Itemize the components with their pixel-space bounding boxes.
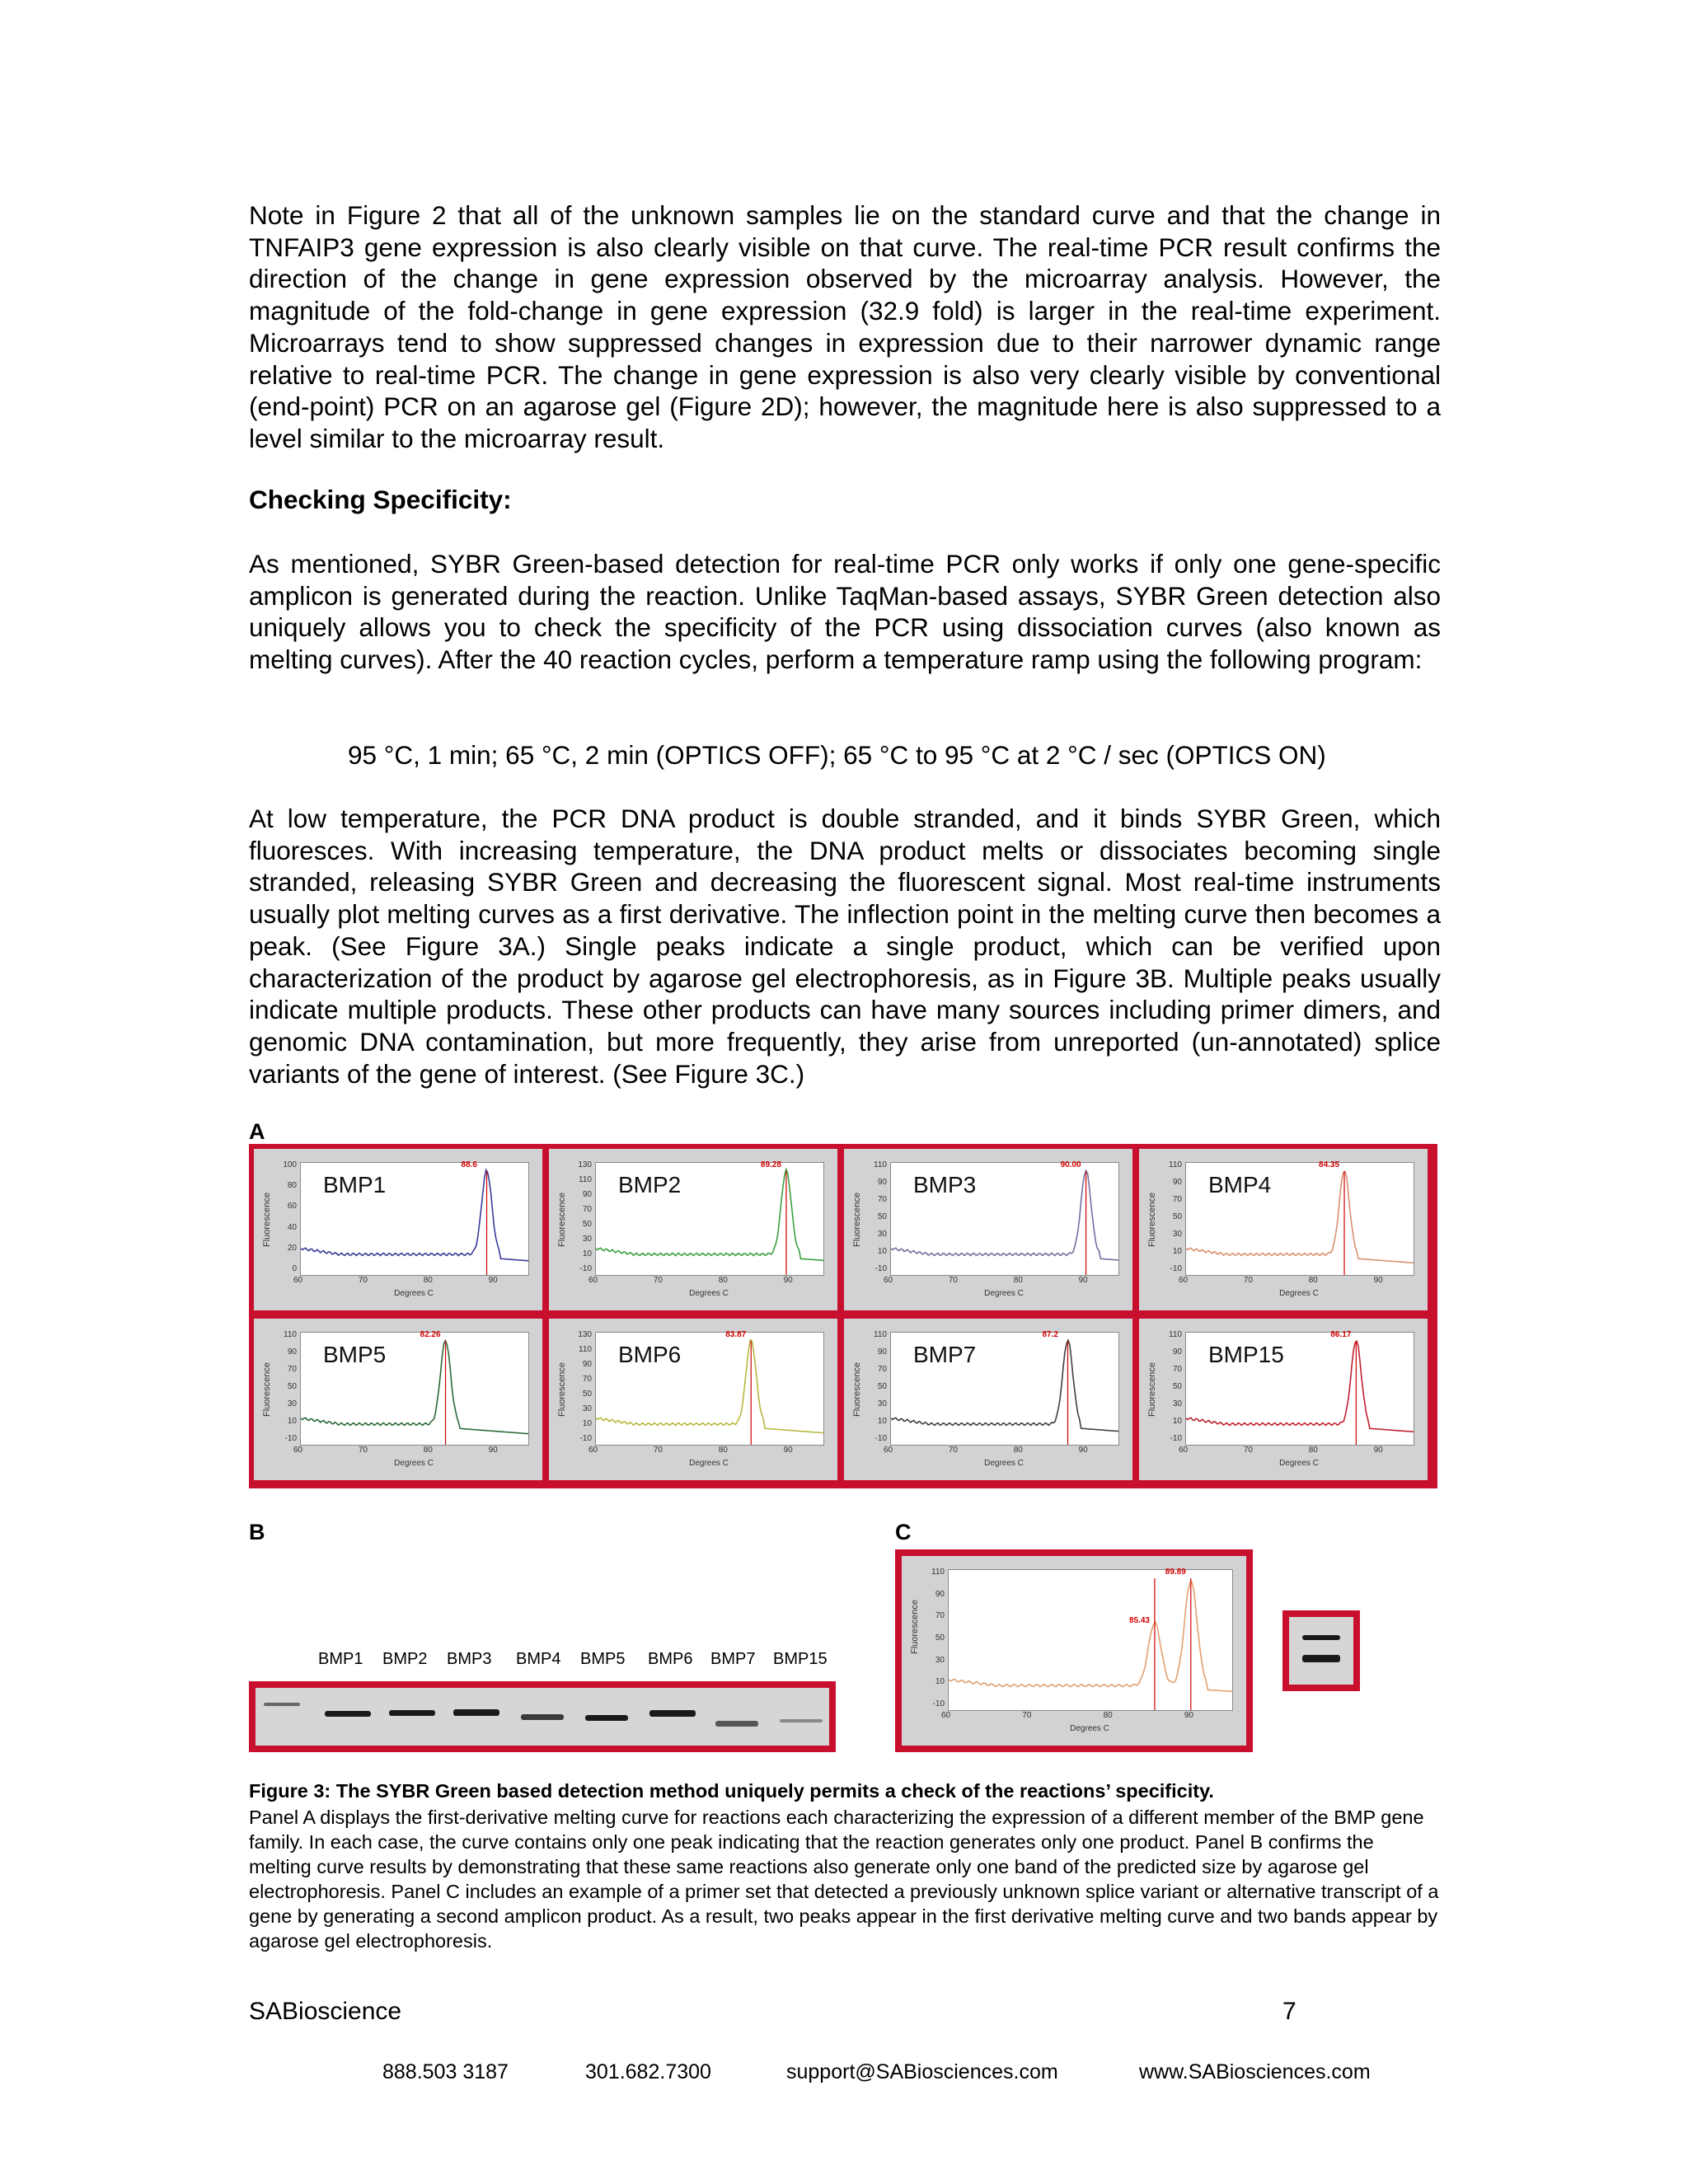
gel-band <box>453 1709 499 1716</box>
gel-lane-label: BMP7 <box>710 1650 756 1668</box>
gel-band <box>1302 1655 1340 1662</box>
y-tick-label: 50 <box>877 1212 887 1221</box>
melting-curve-chart <box>549 1319 837 1480</box>
peak-temperature-label: 83.87 <box>725 1330 747 1339</box>
y-axis-label: Fluorescence <box>1147 1361 1157 1418</box>
gel-band <box>389 1710 435 1716</box>
y-tick-label: 30 <box>877 1399 887 1408</box>
chart-gene-name: BMP3 <box>913 1172 977 1197</box>
y-tick-label: 30 <box>935 1655 945 1665</box>
x-tick-label: 70 <box>653 1276 663 1285</box>
y-tick-label: 90 <box>877 1347 887 1357</box>
y-axis-label: Fluorescence <box>910 1599 920 1655</box>
y-tick-label: 60 <box>287 1202 297 1212</box>
y-tick-label: 70 <box>582 1375 592 1384</box>
gel-band <box>1302 1635 1340 1640</box>
x-tick-label: 80 <box>1308 1446 1318 1455</box>
footer-email[interactable]: support@SABiosciences.com <box>786 2060 1058 2083</box>
x-tick-label: 90 <box>783 1446 793 1455</box>
y-tick-labels <box>862 1160 889 1272</box>
melting-curve-chart <box>549 1149 837 1310</box>
y-tick-label: 10 <box>935 1677 945 1687</box>
y-tick-label: 80 <box>287 1181 297 1191</box>
x-tick-label: 80 <box>1103 1711 1113 1720</box>
x-tick-label: 70 <box>1243 1276 1253 1285</box>
y-tick-label: 10 <box>582 1419 592 1428</box>
y-tick-label: 90 <box>935 1589 945 1599</box>
y-tick-labels <box>1157 1330 1184 1442</box>
peak-temperature-label: 86.17 <box>1330 1330 1352 1339</box>
x-tick-label: 60 <box>1179 1446 1189 1455</box>
y-tick-label: 90 <box>1172 1347 1182 1357</box>
x-tick-labels <box>1179 1276 1413 1287</box>
y-tick-label: 90 <box>582 1190 592 1199</box>
y-tick-label: -10 <box>874 1264 887 1273</box>
y-axis-label: Fluorescence <box>262 1192 272 1248</box>
chart-gene-name: BMP4 <box>1208 1172 1272 1197</box>
x-axis-label: Degrees C <box>984 1289 1024 1298</box>
x-tick-label: 60 <box>293 1276 303 1285</box>
melting-curve-chart <box>1139 1149 1428 1310</box>
panel-label-b: B <box>249 1520 265 1544</box>
y-tick-labels <box>862 1330 889 1442</box>
x-tick-label: 70 <box>948 1446 958 1455</box>
y-tick-label: 30 <box>877 1230 887 1239</box>
x-tick-label: 80 <box>1013 1446 1023 1455</box>
x-tick-label: 90 <box>1078 1446 1088 1455</box>
y-tick-label: 10 <box>287 1417 297 1426</box>
x-tick-label: 60 <box>1179 1276 1189 1285</box>
y-tick-label: 20 <box>287 1243 297 1253</box>
y-tick-labels <box>1157 1160 1184 1272</box>
gel-lane-label: BMP3 <box>447 1650 492 1668</box>
x-axis-label: Degrees C <box>984 1459 1024 1468</box>
y-tick-label: -10 <box>579 1264 592 1273</box>
x-tick-labels <box>588 1446 823 1457</box>
x-tick-labels <box>941 1711 1231 1722</box>
y-tick-label: 70 <box>287 1365 297 1374</box>
y-tick-labels <box>567 1330 593 1442</box>
y-tick-label: -10 <box>874 1434 887 1443</box>
y-axis-label: Fluorescence <box>557 1361 567 1418</box>
chart-gene-name: BMP5 <box>323 1342 387 1367</box>
gel-band <box>325 1711 371 1717</box>
melting-curve-chart <box>254 1149 542 1310</box>
y-tick-label: 50 <box>582 1220 592 1229</box>
y-axis-label: Fluorescence <box>852 1192 862 1248</box>
footer-phone-2: 301.682.7300 <box>585 2060 711 2083</box>
peak-temperature-label: 87.2 <box>1042 1330 1058 1339</box>
y-tick-label: 10 <box>1172 1247 1182 1256</box>
gel-band <box>715 1721 758 1727</box>
x-tick-label: 80 <box>718 1276 728 1285</box>
y-tick-label: 90 <box>287 1347 297 1357</box>
y-tick-label: 110 <box>874 1330 887 1339</box>
y-tick-label: 10 <box>877 1247 887 1256</box>
y-axis-label: Fluorescence <box>852 1361 862 1418</box>
x-tick-label: 90 <box>1373 1276 1383 1285</box>
y-tick-label: 70 <box>877 1365 887 1374</box>
x-tick-labels <box>884 1446 1118 1457</box>
peak-temperature-label: 90.00 <box>1060 1160 1081 1169</box>
melting-curve-chart <box>254 1319 542 1480</box>
y-tick-label: -10 <box>579 1434 592 1443</box>
chart-gene-name: BMP7 <box>913 1342 977 1367</box>
x-tick-label: 60 <box>941 1711 951 1720</box>
paragraph-3: At low temperature, the PCR DNA product is double stranded, and it binds SYBR Green, which fluoresces. With increasing temperature, the DNA product melts or dissociates becoming single stranded, releasing SYBR Green and decreasing the fluorescent signal. Most real-time instruments usually plot melting curves as a first derivative. The inflection point in the melting curve then becomes a peak. (See Figure 3A.) Single peaks indicate a single product, which can be verified upon characterization of the product by agarose gel electrophoresis, as in Figure 3B. Multiple peaks usually indicate multiple products. These other products can have many sources including primer dimers, and genomic DNA contamination, but more frequently, they arise from unreported (un-annotated) splice variants of the gene of interest. (See Figure 3C.) <box>249 804 1441 1089</box>
x-tick-label: 90 <box>1373 1446 1383 1455</box>
paragraph-2: As mentioned, SYBR Green-based detection for real-time PCR only works if only one gene-specific amplicon is generated during the reaction. Unlike TaqMan-based assays, SYBR Green detection also uniquely allows you to check the specificity of the PCR using dissociation curves (also known as melting curves). After the 40 reaction cycles, perform a temperature ramp using the following program: <box>249 549 1441 675</box>
footer-phone-1: 888.503 3187 <box>382 2060 509 2083</box>
y-axis-label: Fluorescence <box>1147 1192 1157 1248</box>
temperature-program: 95 °C, 1 min; 65 °C, 2 min (OPTICS OFF); 65 °C to 95 °C at 2 °C / sec (OPTICS ON) <box>348 740 1326 770</box>
y-tick-label: -10 <box>1170 1434 1182 1443</box>
y-tick-label: 130 <box>578 1330 592 1339</box>
x-tick-label: 70 <box>358 1446 368 1455</box>
y-tick-label: 70 <box>935 1611 945 1621</box>
y-tick-label: 100 <box>283 1160 297 1169</box>
y-tick-labels <box>272 1160 298 1272</box>
chart-gene-name: BMP2 <box>618 1172 682 1197</box>
panel-label-a: A <box>249 1119 265 1144</box>
y-tick-label: 30 <box>1172 1399 1182 1408</box>
y-tick-label: 110 <box>1169 1160 1182 1169</box>
gel-lane-label: BMP1 <box>318 1650 363 1668</box>
y-tick-label: 110 <box>874 1160 887 1169</box>
y-tick-label: 110 <box>931 1568 945 1577</box>
x-tick-label: 60 <box>588 1276 598 1285</box>
y-tick-label: 110 <box>284 1330 297 1339</box>
figure-caption-title: Figure 3: The SYBR Green based detection method uniquely permits a check of the reactions’ specificity. <box>249 1780 1214 1802</box>
figure-caption-body: Panel A displays the first-derivative melting curve for reactions each characterizing the expression of a different member of the BMP gene family. In each case, the curve contains only one peak indicating that the reaction generates only one product. Panel B confirms the melting curve results by demonstrating that these same reactions also generate only one band of the predicted size by agarose gel electrophoresis. Panel C includes an example of a primer set that detected a previously unknown splice variant or alternative transcript of a gene by generating a second amplicon product. As a result, two peaks appear in the first derivative melting curve and two bands appear by agarose gel electrophoresis. <box>249 1807 1439 1952</box>
x-tick-label: 70 <box>653 1446 663 1455</box>
x-tick-labels <box>293 1276 528 1287</box>
ladder-band <box>264 1703 300 1706</box>
y-tick-label: 90 <box>1172 1178 1182 1187</box>
footer-website[interactable]: www.SABiosciences.com <box>1139 2060 1371 2083</box>
y-axis-label: Fluorescence <box>262 1361 272 1418</box>
gel-lane-label: BMP2 <box>382 1650 428 1668</box>
y-tick-label: -10 <box>932 1699 945 1708</box>
x-tick-label: 80 <box>1308 1276 1318 1285</box>
x-tick-label: 70 <box>1243 1446 1253 1455</box>
x-tick-label: 70 <box>948 1276 958 1285</box>
melting-curve-line <box>949 1582 1232 1691</box>
y-tick-label: 50 <box>582 1390 592 1399</box>
y-tick-label: 130 <box>578 1160 592 1169</box>
melting-curve-chart <box>844 1149 1132 1310</box>
y-tick-label: 110 <box>579 1175 592 1184</box>
y-tick-label: 10 <box>1172 1417 1182 1426</box>
melting-curve-chart <box>902 1556 1246 1746</box>
y-tick-label: 30 <box>582 1404 592 1413</box>
x-tick-label: 80 <box>423 1276 433 1285</box>
panel-label-c: C <box>895 1520 912 1544</box>
peak-temperature-label: 84.35 <box>1319 1160 1340 1169</box>
x-axis-label: Degrees C <box>689 1289 729 1298</box>
gel-band <box>585 1715 628 1721</box>
y-tick-label: 90 <box>877 1178 887 1187</box>
y-tick-label: 70 <box>1172 1195 1182 1204</box>
x-tick-label: 80 <box>718 1446 728 1455</box>
gel-lane-label: BMP5 <box>580 1650 626 1668</box>
chart-gene-name: BMP6 <box>618 1342 682 1367</box>
x-axis-label: Degrees C <box>1279 1459 1319 1468</box>
x-tick-labels <box>588 1276 823 1287</box>
section-heading: Checking Specificity: <box>249 485 512 514</box>
x-tick-label: 70 <box>1022 1711 1032 1720</box>
gel-image-b <box>249 1681 836 1752</box>
x-tick-label: 90 <box>1078 1276 1088 1285</box>
curve-svg <box>949 1570 1232 1710</box>
paragraph-1: Note in Figure 2 that all of the unknown samples lie on the standard curve and that the change in TNFAIP3 gene expression is also clearly visible on that curve. The real-time PCR result confirms the direction of the change in gene expression observed by the microarray analysis. However, the magnitude of the fold-change in gene expression (32.9 fold) is larger in the real-time experiment. Microarrays tend to show suppressed changes in expression due to their narrower dynamic range relative to real-time PCR. The change in gene expression is also very clearly visible by conventional (end-point) PCR on an agarose gel (Figure 2D); however, the magnitude here is also suppressed to a level similar to the microarray result. <box>249 200 1441 453</box>
y-tick-label: 50 <box>877 1382 887 1391</box>
x-axis-label: Degrees C <box>1279 1289 1319 1298</box>
x-tick-labels <box>293 1446 528 1457</box>
y-tick-label: 70 <box>877 1195 887 1204</box>
x-tick-label: 90 <box>488 1446 498 1455</box>
x-axis-label: Degrees C <box>394 1289 434 1298</box>
y-tick-labels <box>272 1330 298 1442</box>
gel-lane-label: BMP6 <box>648 1650 693 1668</box>
y-tick-label: 50 <box>935 1633 945 1643</box>
x-tick-label: 80 <box>1013 1276 1023 1285</box>
x-tick-label: 90 <box>1184 1711 1193 1720</box>
peak-temperature-label: 89.28 <box>760 1160 781 1169</box>
gel-image-c <box>1282 1610 1360 1691</box>
x-tick-label: 70 <box>358 1276 368 1285</box>
y-tick-label: -10 <box>1170 1264 1182 1273</box>
gel-lane-label: BMP4 <box>516 1650 561 1668</box>
melting-curve-chart <box>844 1319 1132 1480</box>
y-tick-label: 110 <box>1169 1330 1182 1339</box>
x-tick-label: 60 <box>884 1446 893 1455</box>
y-tick-label: 50 <box>287 1382 297 1391</box>
x-tick-label: 90 <box>488 1276 498 1285</box>
x-tick-labels <box>884 1276 1118 1287</box>
y-tick-label: 10 <box>877 1417 887 1426</box>
melting-curve-c <box>895 1549 1253 1752</box>
x-tick-label: 90 <box>783 1276 793 1285</box>
y-tick-label: 30 <box>1172 1230 1182 1239</box>
y-tick-labels <box>920 1568 946 1708</box>
gel-band <box>649 1710 696 1717</box>
peak-temperature-label: 88.6 <box>461 1160 477 1169</box>
y-tick-labels <box>567 1160 593 1272</box>
x-tick-label: 60 <box>293 1446 303 1455</box>
peak-temperature-label: 85.43 <box>1128 1615 1150 1625</box>
y-tick-label: 0 <box>292 1264 297 1273</box>
x-axis-label: Degrees C <box>689 1459 729 1468</box>
x-axis-label: Degrees C <box>394 1459 434 1468</box>
chart-gene-name: BMP15 <box>1208 1342 1284 1367</box>
y-tick-label: 70 <box>582 1205 592 1214</box>
y-tick-label: -10 <box>284 1434 297 1443</box>
y-tick-label: 10 <box>582 1249 592 1258</box>
x-tick-labels <box>1179 1446 1413 1457</box>
x-tick-label: 80 <box>423 1446 433 1455</box>
peak-temperature-label: 89.89 <box>1165 1568 1186 1577</box>
y-tick-label: 90 <box>582 1360 592 1369</box>
y-tick-label: 50 <box>1172 1382 1182 1391</box>
y-tick-label: 40 <box>287 1222 297 1232</box>
gel-lane-label: BMP15 <box>773 1650 828 1668</box>
y-tick-label: 30 <box>287 1399 297 1408</box>
y-tick-label: 50 <box>1172 1212 1182 1221</box>
gel-band <box>521 1714 564 1720</box>
chart-gene-name: BMP1 <box>323 1172 387 1197</box>
y-tick-label: 30 <box>582 1235 592 1244</box>
y-tick-label: 110 <box>579 1345 592 1354</box>
gel-band <box>780 1719 823 1722</box>
melting-curve-grid <box>249 1144 1437 1488</box>
x-tick-label: 60 <box>884 1276 893 1285</box>
melting-curve-chart <box>1139 1319 1428 1480</box>
page-number: 7 <box>1282 1998 1296 2025</box>
footer-company: SABioscience <box>249 1998 402 2025</box>
y-axis-label: Fluorescence <box>557 1192 567 1248</box>
x-axis-label: Degrees C <box>1070 1724 1109 1733</box>
plot-area <box>948 1569 1233 1711</box>
peak-temperature-label: 82.26 <box>420 1330 441 1339</box>
y-tick-label: 70 <box>1172 1365 1182 1374</box>
x-tick-label: 60 <box>588 1446 598 1455</box>
